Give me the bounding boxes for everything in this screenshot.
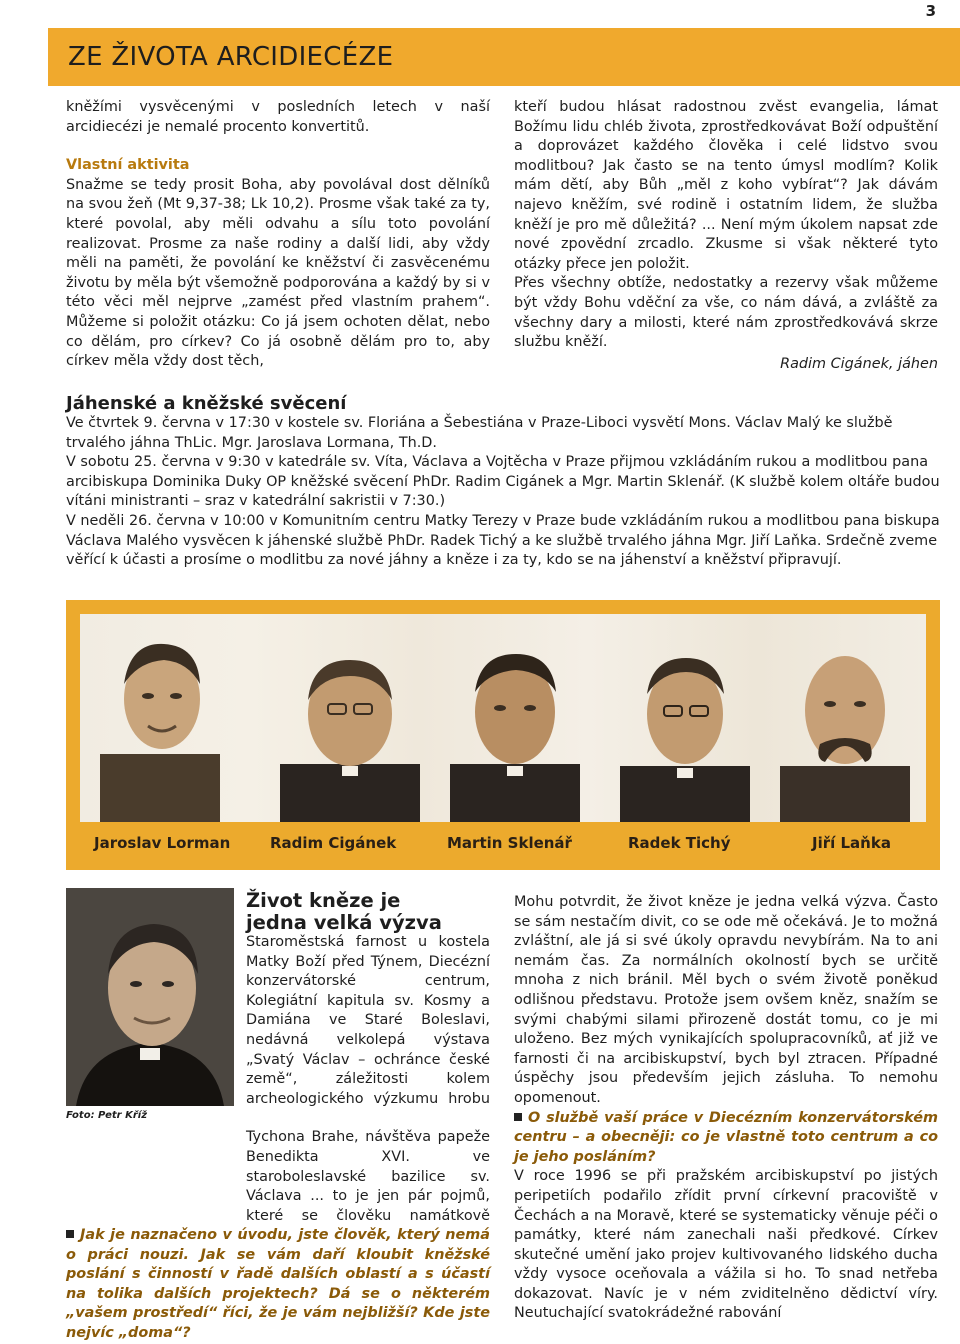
candidates-portraits-illustration [80,614,926,822]
answer: V roce 1996 se při pražském arcibiskupství po jistých peripetiích podařilo zřídit první církevní pracoviště v Čechách a na Moravě, které se systematicky věnuje péči o památky, které nám zanechali naši předkové. Církev skutečné umění jako projev kultivovaného lidského ducha vždy vysoce oceňovala a vážila si ho. To snad netřeba dokazovat. Navíc je v ném zviditelněno dědictví víry. Neutuchající svatokrádežné rabování [514,1168,938,1322]
intro-text-overflow: Tychona Brahe, návštěva papeže Benedikta XVI. ve staroboleslavské bazilice sv. Václava ... to je jen pár pojmů, které se člověku namátkově [246,1129,490,1224]
paragraph: Snažme se tedy prosit Boha, aby povolával dost dělníků na svou žeň (Mt 9,37-38; Lk 10,2). Prosme však také za ty, které povolal, aby měli odvahu a sílu toto povolání realizovat. Prosme za naše rodiny a další lidi, aby vždy měli na paměti, že povolání ke kněžství či zasvěcenému životu by měla být všemožně podporována a každý by si v této věci měl nejprve „zamést před vlastním prahem“. Můžeme si položit otázku: Co já jsem ochoten dělat, nebo co dělám, pro církev? Co já osobně dělám pro to, aby církev měla vždy dost těch, [66,176,490,370]
ordination-title: Jáhenské a kněžské svěcení [66,393,347,414]
interview-title-text: Život kněze je jedna velká výzva [246,889,442,934]
photo-credit: Foto: Petr Kříž [66,1110,148,1121]
paragraph: kteří budou hlásat radostnou zvěst evangelia, lámat Božímu lidu chléb života, zprostředkovávat Boží odpuštění a doprovázet každého člověka i celé lidstvo svou modlitbou? Jak často se na tento úmysl modlím? Kolik mám dětí, aby Bůh „měl z koho vybírat“? Jak dávám najevo kněžím, své rodině i ostatním lidem, že služba kněží je pro mě důležitá? ... Není mým úkolem napsat zde nové zpovědní zrcadlo. Zkusme si však některé tyto otázky přece jen položit. [514,99,938,272]
portrait-jaroslav-lorman [100,644,220,822]
candidate-name: Martin Sklenář [447,834,572,852]
portrait-jiri-lanka [780,656,910,822]
intro-text: Staroměstská farnost u kostela Matky Boží před Týnem, Diecézní konzervátorské centrum, Kolegiátní kapitula sv. Kosmy a Damiána ve Staré Boleslavi, nedávná velkolepá výstava „Svatý Václav – ochránce české země“, záležitosti kolem archeologického výzkumu hrobu [246,934,490,1107]
question-marker-icon [514,1113,522,1121]
candidate-name: Jiří Laňka [812,834,891,852]
candidate-name: Jaroslav Lorman [94,834,231,852]
portrait-martin-sklenar [450,654,580,822]
section-title: ZE ŽIVOTA ARCIDIECÉZE [68,42,394,72]
question [514,1109,938,1168]
question-text: O službě vaší práce v Diecézním konzervátorském centru – a obecněji: co je vlastně toto centrum a co je jeho posláním? [514,1109,938,1165]
paragraph: Přes všechny obtíže, nedostatky a rezervy však můžeme být vždy Bohu vděční za vše, co nám dává, a zvláště za všechny dary a milosti, které nám zprostředkovává skrze službu kněží. [514,275,938,351]
interview-intro [246,933,490,1109]
intro-continued [66,1128,490,1226]
candidate-name: Radim Cigánek [270,834,397,852]
candidate-names [66,834,940,854]
kelnar-portrait-photo [66,888,234,1106]
candidate-name: Radek Tichý [628,834,731,852]
interview-left-continued [66,1128,490,1344]
author-signature: Radim Cigánek, jáhen [780,355,938,372]
portrait-radek-tichy [620,658,750,822]
answer: Mohu potvrdit, že život kněze je jedna velká výzva. Často se sám nestačím divit, co se ode mě očekává. Je to možná zvláštní, ale já si své úkoly opravdu nevybírám. Na to ani nemám čas. Za normálních okolností bych se určitě mnoha z nich bránil. Měl bych o svém životě poněkud odlišnou představu. Protože jsem ovšem kněz, snažím se svými chabými silami přirozeně dostát tomu, co je mi uloženo. Bez mých vynikajících spolupracovníků, ať již ve farnosti či na arcibiskupství, bych byl ztracen. Případné úspěchy jsou především jejich zásluha. To nemohu opomenout. [514,894,938,1106]
ordination-text [66,414,940,571]
candidates-photo-panel [66,600,940,870]
portrait-radim-ciganek [280,660,420,822]
paragraph: V neděli 26. června v 10:00 v Komunitním centru Matky Terezy v Praze bude vzkládáním rukou a modlitbou pana biskupa Václava Malého vysvěcen k jáhenské službě PhDr. Radek Tichý a ke službě trvalého jáhna Mgr. Jiří Laňka. Srdečně zveme věřící k účasti a prosíme o modlitbu za nové jáhny a kněze i za ty, kdo se na jáhenství a kněžství připravují. [66,512,940,569]
question-text: Jak je naznačeno v úvodu, jste člověk, který nemá o práci nouzi. Jak se vám daří kloubit kněžské poslání s činností v řadě dalších oblastí a s účastí na tolika dalších projektech? Dá se o některém „vašem prostředí“ říci, že je vám nejbližší? Kde jste nejvíc „doma“? [66,1227,490,1341]
subheading: Vlastní aktivita [66,157,190,174]
portrait-illustration [66,888,234,1106]
intro-text-wrap [66,1128,490,1226]
paragraph: kněžími vysvěcenými v posledních letech v naší arcidiecézi je nemalé procento konvertitů. [66,99,490,135]
paragraph: Ve čtvrtek 9. června v 17:30 v kostele sv. Floriána a Šebestiána v Praze-Liboci vysvětí Mons. Václav Malý ke službě trvalého jáhna ThLic. Mgr. Jaroslava Lormana, Th.D. [66,415,893,451]
paragraph [246,933,490,1109]
paragraph: V sobotu 25. června v 9:30 v katedrále sv. Víta, Václava a Vojtěcha v Praze přijmou vzkládáním rukou a modlitbou pana arcibiskupa Dominika Duky OP kněžské svěcení PhDr. Radim Cigánek a Mgr. Martin Sklenář. (K službě kolem oltáře budou vítáni ministranti – sraz v katedrální sakristii v 7:30.) [66,454,940,510]
page-number: 3 [925,2,936,20]
section-header-bar [48,28,960,86]
question-marker-icon [66,1230,74,1238]
candidates-group-photo [80,614,926,822]
interview-title [246,890,466,934]
top-left-column [66,98,490,372]
interview-right-column [514,893,938,1324]
top-right-column [514,98,938,374]
